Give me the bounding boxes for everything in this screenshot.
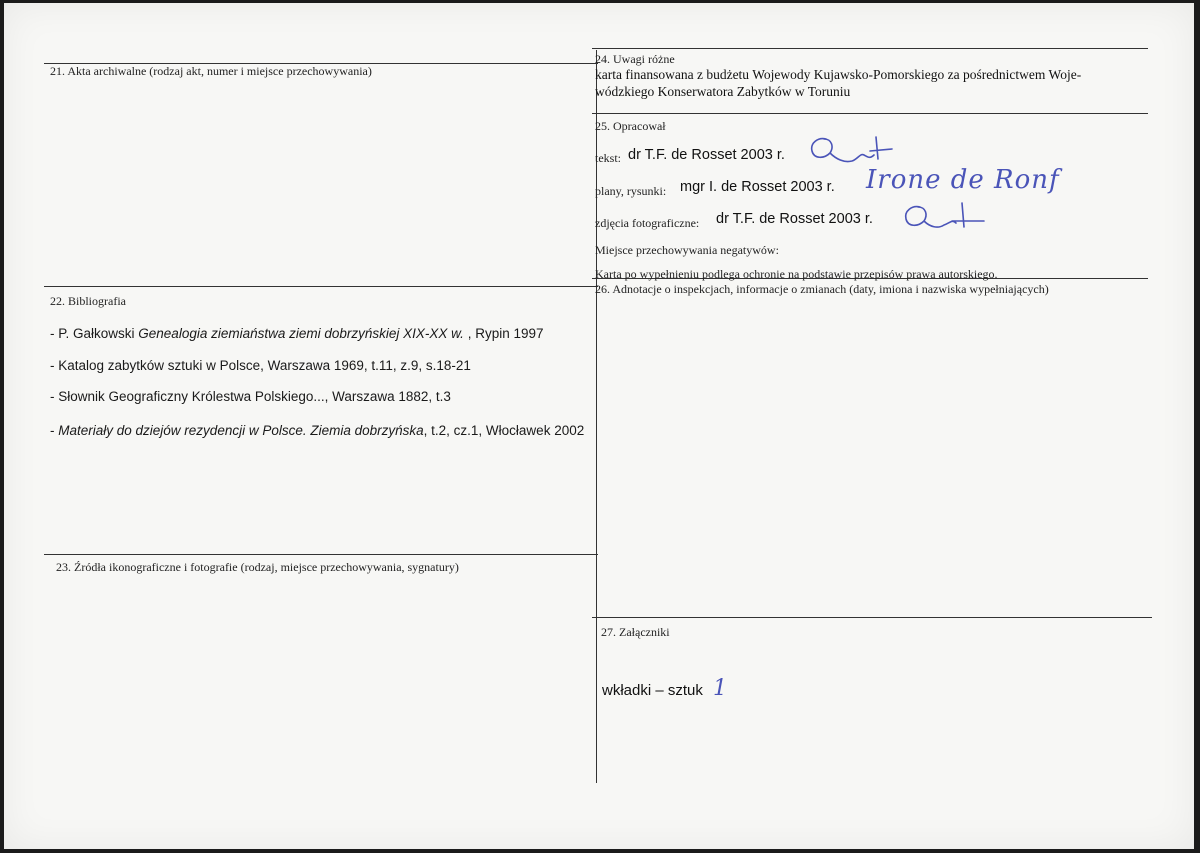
rule-21-22 <box>44 286 598 287</box>
tekst-value: dr T.F. de Rosset 2003 r. <box>628 147 785 163</box>
section-27-label: 27. Załączniki <box>601 625 670 639</box>
zdjecia-value: dr T.F. de Rosset 2003 r. <box>716 211 873 227</box>
section-24-line1: karta finansowana z budżetu Wojewody Kujawsko-Pomorskiego za pośrednictwem Woje- <box>595 67 1082 82</box>
signature-zdjecia-icon <box>900 195 990 235</box>
section-24-label: 24. Uwagi różne <box>595 52 675 66</box>
rule-22-23 <box>44 554 598 555</box>
top-rule-right <box>592 48 1148 49</box>
attachments-label: wkładki – sztuk <box>602 682 703 699</box>
tekst-label: tekst: <box>595 151 621 165</box>
plany-label: plany, rysunki: <box>595 184 667 198</box>
signature-tekst-icon <box>804 129 904 169</box>
section-26-label: 26. Adnotacje o inspekcjach, informacje o zmianach (daty, imiona i nazwiska wypełniających) <box>595 282 1049 296</box>
bibliography-item: - Materiały do dziejów rezydencji w Polsce. Ziemia dobrzyńska, t.2, cz.1, Włocławek 2002 <box>50 423 585 438</box>
negatywy-label: Miejsce przechowywania negatywów: <box>595 243 779 257</box>
bibliography-item: - Słownik Geograficzny Królestwa Polskiego..., Warszawa 1882, t.3 <box>50 389 451 404</box>
section-21-label: 21. Akta archiwalne (rodzaj akt, numer i miejsce przechowywania) <box>50 64 372 78</box>
section-24-line2: wódzkiego Konserwatora Zabytków w Toruniu <box>595 84 851 99</box>
section-23-label: 23. Źródła ikonograficzne i fotografie (rodzaj, miejsce przechowywania, sygnatury) <box>56 560 459 574</box>
zdjecia-label: zdjęcia fotograficzne: <box>595 216 700 230</box>
form-sheet <box>4 3 1194 849</box>
bibliography-item: - P. Gałkowski Genealogia ziemiaństwa ziemi dobrzyńskiej XIX-XX w. , Rypin 1997 <box>50 326 544 341</box>
bibliography-item: - Katalog zabytków sztuki w Polsce, Warszawa 1969, t.11, z.9, s.18-21 <box>50 358 471 373</box>
rule-26-27 <box>592 617 1152 618</box>
copyright-note: Karta po wypełnieniu podlega ochronie na podstawie przepisów prawa autorskiego. <box>595 267 998 281</box>
rule-24-25 <box>592 113 1148 114</box>
attachments-count: 1 <box>713 676 728 701</box>
plany-value: mgr I. de Rosset 2003 r. <box>680 179 835 195</box>
section-22-label: 22. Bibliografia <box>50 294 126 308</box>
attachments-value <box>602 676 727 701</box>
plany-signature: Irone de Ronf <box>866 165 1060 195</box>
section-25-label: 25. Opracował <box>595 119 666 133</box>
